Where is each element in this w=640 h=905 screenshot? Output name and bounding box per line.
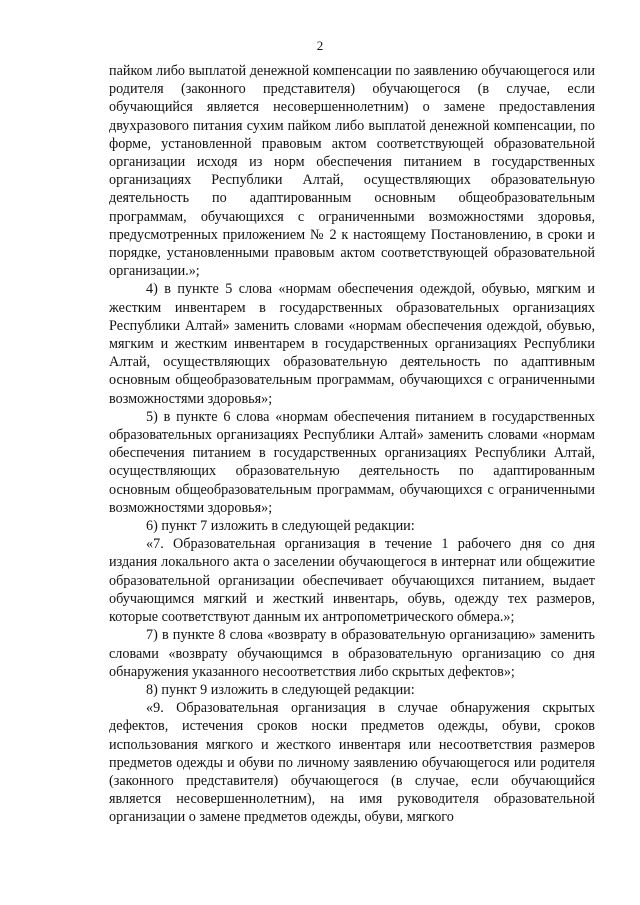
document-body xyxy=(109,62,595,827)
paragraph-clause-9: «9. Образовательная организация в случае обнаружения скрытых дефектов, истечения сроков носки предметов одежды, обуви, сроков использования мягкого и жесткого инвентаря или несоответствия размеров предметов одежды и обуви по личному заявлению обучающегося или родителя (законного представителя) обучающегося (в случае, если обучающийся является несовершеннолетним), на имя руководителя образовательной организации о замене предметов одежды, обуви, мягкого xyxy=(109,700,595,826)
paragraph-clause-7: «7. Образовательная организация в течение 1 рабочего дня со дня издания локального акта о заселении обучающегося в интернат или общежитие образовательной организации обеспечивает обучающихся питанием, выдает обучающимся мягкий и жесткий инвентарь, обувь, одежду тех размеров, которые соответствуют данным их антропометрического обмера.»; xyxy=(109,536,595,626)
paragraph-item-6: 6) пункт 7 изложить в следующей редакции: xyxy=(146,518,415,535)
paragraph-item-8: 8) пункт 9 изложить в следующей редакции: xyxy=(146,681,415,698)
paragraph-continuation: пайком либо выплатой денежной компенсации по заявлению обучающегося или родителя (законного представителя) обучающегося (в случае, если обучающийся является несовершеннолетним) о замене предоставления двухразового питания сухим пайком либо выплатой денежной компенсации, по форме, установленной правовым актом соответствующей образовательной организации исходя из норм обеспечения питанием в государственных организациях Республики Алтай, осуществляющих образовательную деятельность по адаптированным основным общеобразовательным программам, обучающихся с ограниченными возможностями здоровья, предусмотренных приложением № 2 к настоящему Постановлению, в сроки и порядке, установленными правовым актом соответствующей образовательной организации.»; xyxy=(109,63,595,280)
paragraph-item-7: 7) в пункте 8 слова «возврату в образовательную организацию» заменить словами «возврату обучающимся в образовательную организацию со дня обнаружения указанного несоответствия либо скрытых дефектов»; xyxy=(109,627,595,680)
page-number: 2 xyxy=(316,38,324,53)
paragraph-item-4: 4) в пункте 5 слова «нормам обеспечения одеждой, обувью, мягким и жестким инвентарем в государственных образовательных организациях Республики Алтай» заменить словами «нормам обеспечения одеждой, обувью, мягким и жестким инвентарем в государственных организациях Республики Алтай, осуществляющих образовательную деятельность по адаптивным основным общеобразовательным программам, обучающихся с ограниченными возможностями здоровья»; xyxy=(109,281,595,407)
paragraph-item-5: 5) в пункте 6 слова «нормам обеспечения питанием в государственных образовательных организациях Республики Алтай» заменить словами «нормам обеспечения питанием в государственных организациях Республики Алтай, осуществляющих образовательную деятельность по адаптированным основным общеобразовательным программам, обучающихся с ограниченными возможностями здоровья»; xyxy=(109,408,595,516)
